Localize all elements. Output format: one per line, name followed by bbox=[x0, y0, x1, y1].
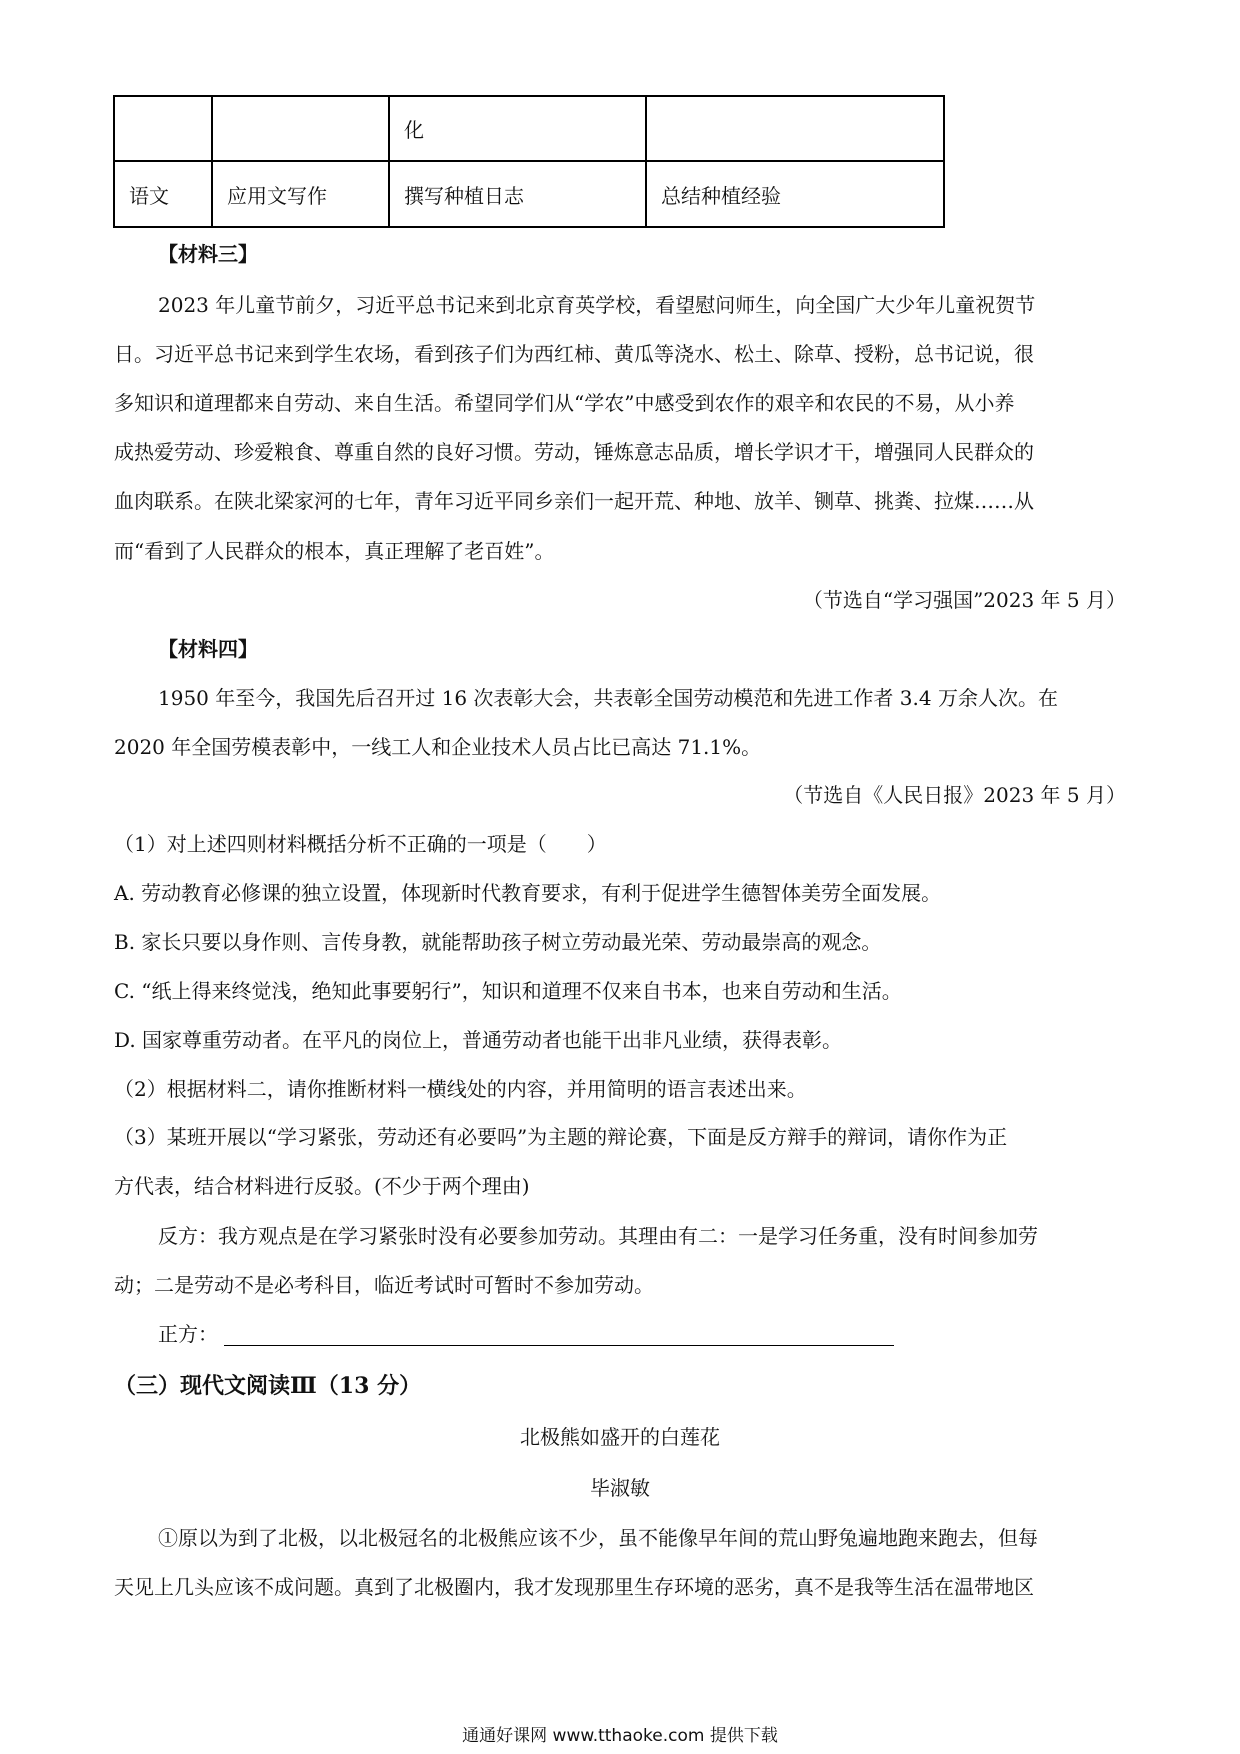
table-cell: 撰写种植日志 bbox=[389, 161, 646, 227]
table-cell: 语文 bbox=[114, 161, 212, 227]
option-d: D. 国家尊重劳动者。在平凡的岗位上，普通劳动者也能干出非凡业绩，获得表彰。 bbox=[114, 1028, 843, 1052]
paragraph-line: 成热爱劳动、珍爱粮食、尊重自然的良好习惯。劳动，锤炼意志品质，增长学识才干，增强同人民群众的 bbox=[114, 440, 1034, 464]
paragraph-line: ①原以为到了北极，以北极冠名的北极熊应该不少，虽不能像早年间的荒山野兔遍地跑来跑去，但每 bbox=[158, 1526, 1038, 1550]
article-author: 毕淑敏 bbox=[590, 1476, 650, 1500]
table-cell: 应用文写作 bbox=[212, 161, 389, 227]
paragraph-line: 血肉联系。在陕北梁家河的七年，青年习近平同乡亲们一起开荒、种地、放羊、铡草、挑粪、拉煤……从 bbox=[114, 489, 1034, 513]
article-title: 北极熊如盛开的白莲花 bbox=[520, 1425, 720, 1449]
page-footer: 通通好课网 www.tthaoke.com 提供下载 bbox=[462, 1726, 778, 1746]
opponent-line: 动；二是劳动不是必考科目，临近考试时可暂时不参加劳动。 bbox=[114, 1273, 654, 1297]
material4-source: （节选自《人民日报》2023 年 5 月） bbox=[783, 783, 1126, 807]
table-cell bbox=[646, 96, 944, 161]
paragraph-line: 2020 年全国劳模表彰中，一线工人和企业技术人员占比已高达 71.1%。 bbox=[114, 735, 762, 759]
section-heading: （三）现代文阅读Ⅲ（13 分） bbox=[114, 1373, 422, 1399]
material3-heading: 【材料三】 bbox=[158, 242, 258, 266]
option-a: A. 劳动教育必修课的独立设置，体现新时代教育要求，有利于促进学生德智体美劳全面发展。 bbox=[114, 881, 942, 905]
question-3-line: （3）某班开展以“学习紧张，劳动还有必要吗”为主题的辩论赛，下面是反方辩手的辩词，请你作为正 bbox=[114, 1125, 1008, 1149]
paragraph-line: 日。习近平总书记来到学生农场，看到孩子们为西红柿、黄瓜等浇水、松土、除草、授粉，总书记说，很 bbox=[114, 342, 1034, 366]
option-c: C. “纸上得来终觉浅，绝知此事要躬行”，知识和道理不仅来自书本，也来自劳动和生活。 bbox=[114, 979, 902, 1003]
question-1: （1）对上述四则材料概括分析不正确的一项是（ ） bbox=[114, 832, 607, 856]
paragraph-line: 多知识和道理都来自劳动、来自生活。希望同学们从“学农”中感受到农作的艰辛和农民的不易，从小养 bbox=[114, 391, 1015, 415]
table-cell: 总结种植经验 bbox=[646, 161, 944, 227]
paragraph-line: 1950 年至今，我国先后召开过 16 次表彰大会，共表彰全国劳动模范和先进工作者 3.4 万余人次。在 bbox=[158, 686, 1058, 710]
opponent-line: 反方：我方观点是在学习紧张时没有必要参加劳动。其理由有二：一是学习任务重，没有时间参加劳 bbox=[158, 1224, 1038, 1248]
question-2: （2）根据材料二，请你推断材料一横线处的内容，并用简明的语言表述出来。 bbox=[114, 1077, 807, 1101]
table-row bbox=[114, 96, 944, 161]
table-cell bbox=[114, 96, 212, 161]
table-cell: 化 bbox=[389, 96, 646, 161]
paragraph-line: 天见上几头应该不成问题。真到了北极圈内，我才发现那里生存环境的恶劣，真不是我等生活在温带地区 bbox=[114, 1575, 1034, 1599]
material4-heading: 【材料四】 bbox=[158, 637, 258, 661]
paragraph-line: 2023 年儿童节前夕，习近平总书记来到北京育英学校，看望慰问师生，向全国广大少年儿童祝贺节 bbox=[158, 293, 1036, 317]
paragraph-line: 而“看到了人民群众的根本，真正理解了老百姓”。 bbox=[114, 539, 555, 563]
table-cell bbox=[212, 96, 389, 161]
answer-blank-line bbox=[224, 1345, 894, 1346]
activity-table bbox=[113, 95, 945, 228]
proponent-label: 正方： bbox=[158, 1322, 218, 1346]
option-b: B. 家长只要以身作则、言传身教，就能帮助孩子树立劳动最光荣、劳动最崇高的观念。 bbox=[114, 930, 882, 954]
question-3-line: 方代表，结合材料进行反驳。(不少于两个理由) bbox=[114, 1174, 530, 1198]
material3-source: （节选自“学习强国”2023 年 5 月） bbox=[802, 588, 1126, 612]
table-row bbox=[114, 161, 944, 227]
